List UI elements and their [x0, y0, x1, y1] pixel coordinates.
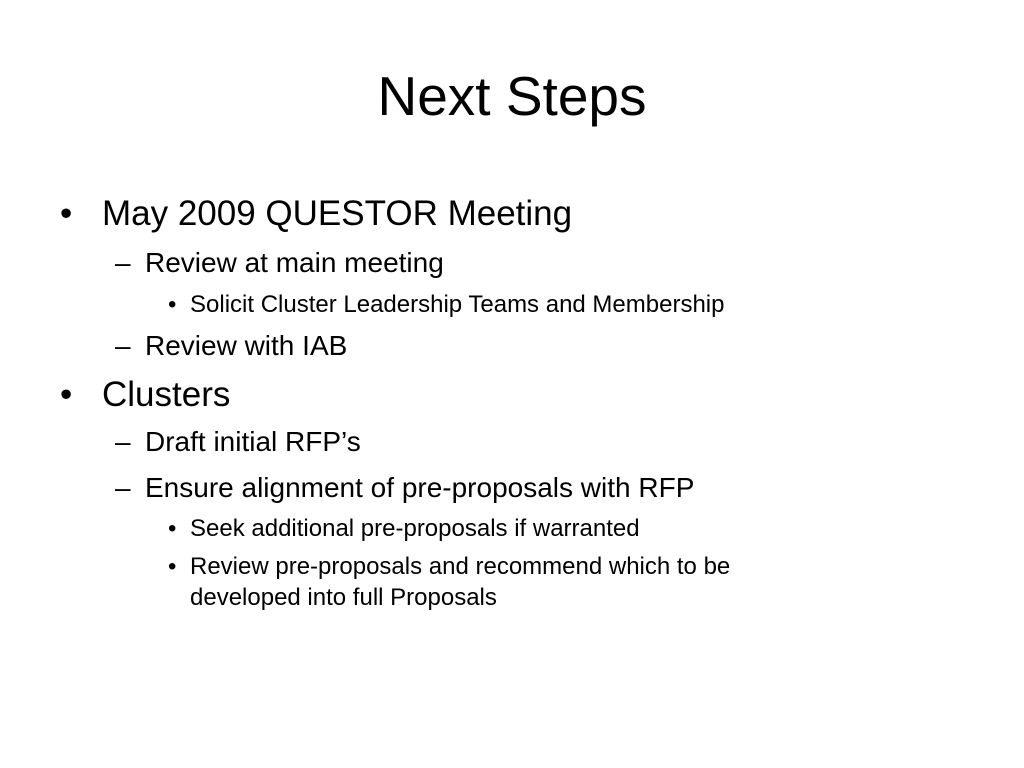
bullet-text: Review at main meeting	[145, 247, 444, 278]
dash-marker: –	[115, 472, 131, 503]
bullet-marker: •	[168, 553, 177, 580]
slide-title: Next Steps	[377, 65, 647, 127]
bullet-text: Draft initial RFP’s	[145, 426, 361, 457]
bullet-marker: •	[60, 194, 73, 233]
bullet-text: Seek additional pre-proposals if warranted	[190, 515, 640, 542]
dash-marker: –	[115, 247, 131, 278]
dash-marker: –	[115, 330, 131, 361]
bullet-text: Solicit Cluster Leadership Teams and Membership	[190, 291, 725, 318]
bullet-text: Review pre-proposals and recommend which to be	[190, 553, 731, 580]
bullet-marker: •	[168, 291, 177, 318]
bullet-text: developed into full Proposals	[190, 584, 497, 611]
bullet-text: Ensure alignment of pre-proposals with RFP	[145, 472, 695, 503]
bullet-marker: •	[60, 375, 73, 414]
bullet-marker: •	[168, 515, 177, 542]
dash-marker: –	[115, 426, 131, 457]
bullet-text: Review with IAB	[145, 330, 348, 361]
bullet-text: May 2009 QUESTOR Meeting	[102, 194, 573, 233]
bullet-text: Clusters	[102, 375, 231, 414]
